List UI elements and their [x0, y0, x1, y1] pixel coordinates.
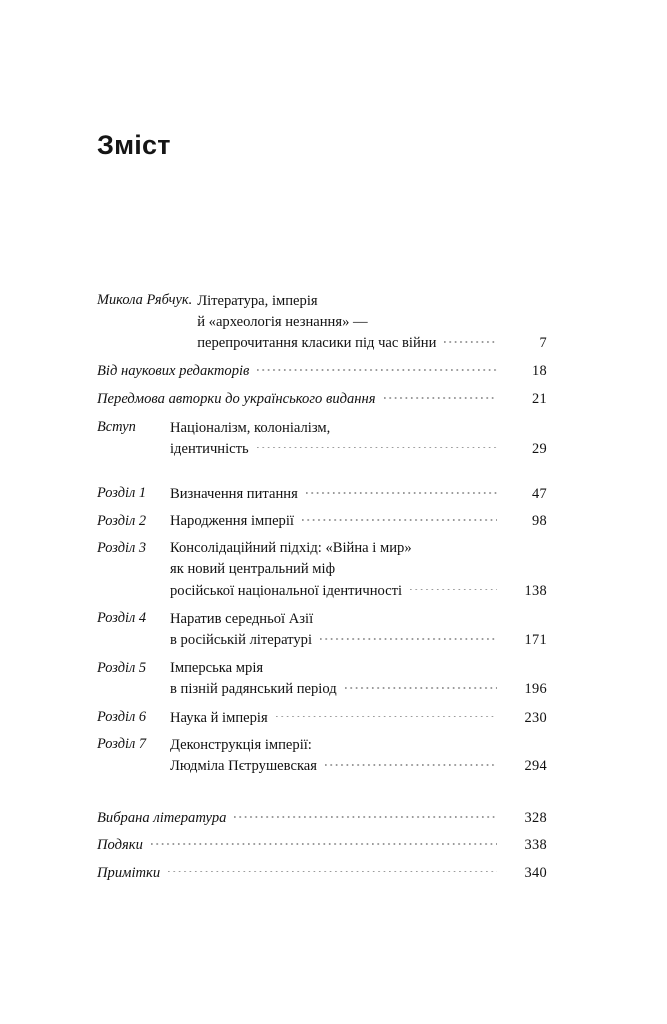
toc-page-number: 29: [532, 440, 547, 457]
toc-entry-line: [170, 483, 547, 504]
toc-entry-line: [170, 608, 547, 629]
toc-entry-body: [170, 734, 547, 776]
toc-entry-label: Розділ 3: [97, 539, 147, 556]
toc-page-number: 294: [524, 757, 547, 774]
toc-entry[interactable]: [97, 608, 547, 650]
toc-entry-title-line: в російській літературі: [170, 632, 312, 649]
toc-entry-line: [97, 389, 547, 410]
toc-entry-label: Розділ 4: [97, 610, 147, 627]
toc-entry-body: [170, 483, 547, 504]
toc-entry-title-line: Націоналізм, колоніалізм,: [170, 419, 331, 436]
toc-entry-title-line: Передмова авторки до українського видання: [97, 391, 376, 408]
toc-entry-line: [170, 511, 547, 532]
dot-leader: [410, 580, 497, 595]
toc-entry-line: [170, 580, 547, 601]
toc-page-number: 328: [524, 810, 547, 827]
toc-entry-body: [97, 808, 547, 829]
toc-entry-line: [170, 559, 547, 580]
toc-entry-title-line: Деконструкція імперії:: [170, 736, 312, 753]
toc-page-number: 338: [524, 837, 547, 854]
toc-entry-label: Розділ 1: [97, 485, 147, 502]
toc-entry-body: [97, 361, 547, 382]
toc-entry[interactable]: [97, 290, 547, 354]
toc-entry[interactable]: [97, 511, 547, 532]
toc-entry-title-line: й «археологія незнання» —: [197, 313, 368, 330]
dot-leader: [257, 361, 497, 376]
toc-entry-line: [197, 311, 547, 332]
toc-entry[interactable]: [97, 808, 547, 829]
toc-entry[interactable]: [97, 538, 547, 602]
toc-entry-body: [170, 658, 547, 700]
toc-entry-line: [170, 538, 547, 559]
toc-group-front-matter: [97, 290, 547, 459]
toc-entry-line: [170, 629, 547, 650]
toc-page-number: 171: [524, 632, 547, 649]
toc-page-number: 7: [539, 334, 547, 351]
toc-entry-title-line: як новий центральний міф: [170, 561, 336, 578]
toc-page-number: 98: [532, 513, 547, 530]
toc-entry[interactable]: [97, 361, 547, 382]
toc-entry-line: [170, 417, 547, 438]
toc-entry[interactable]: [97, 862, 547, 883]
toc-entry-title-line: Імперська мрія: [170, 660, 264, 677]
dot-leader: [444, 332, 497, 347]
toc-entry-title-line: Вибрана література: [97, 810, 227, 827]
toc-entry-line: [197, 332, 547, 353]
dot-leader: [234, 808, 497, 823]
toc-entry-line: [170, 707, 547, 728]
toc-entry-line: [97, 862, 547, 883]
toc-group-chapters: [97, 483, 547, 776]
toc-entry-title-line: Людміла Пєтрушевская: [170, 757, 317, 774]
toc-page-number: 47: [532, 485, 547, 502]
toc-entry-body: [170, 538, 547, 602]
toc-entry-title-line: Подяки: [97, 837, 143, 854]
toc-entry-title-line: Література, імперія: [197, 292, 318, 309]
toc-entry-label: Микола Рябчук.: [97, 292, 193, 308]
toc-entry-title-line: Примітки: [97, 864, 161, 881]
dot-leader: [320, 629, 497, 644]
dot-leader: [325, 755, 497, 770]
toc-entry-body: [97, 862, 547, 883]
dot-leader: [151, 835, 497, 850]
dot-leader: [384, 389, 497, 404]
toc-entry-body: [170, 707, 547, 728]
toc-group-back-matter: [97, 808, 547, 884]
toc-entry-line: [170, 755, 547, 776]
toc-entry-title-line: перепрочитання класики під час війни: [197, 334, 437, 351]
toc-page-number: 340: [524, 864, 547, 881]
toc-entry-label: Розділ 5: [97, 659, 147, 676]
toc-entry-label: Розділ 7: [97, 736, 147, 753]
toc-entry[interactable]: [97, 483, 547, 504]
toc-entry-body: [170, 608, 547, 650]
toc-entry-title-line: Від наукових редакторів: [97, 363, 250, 380]
table-of-contents: [97, 290, 547, 889]
dot-leader: [276, 707, 497, 722]
toc-entry-line: [97, 835, 547, 856]
toc-entry-line: [170, 438, 547, 459]
toc-entry[interactable]: [97, 658, 547, 700]
toc-page-number: 196: [524, 681, 547, 698]
dot-leader: [168, 862, 497, 877]
toc-entry[interactable]: [97, 835, 547, 856]
toc-entry-title-line: Консолідаційний підхід: «Війна і мир»: [170, 540, 412, 557]
toc-entry-label: Розділ 2: [97, 512, 147, 529]
toc-entry-body: [97, 389, 547, 410]
dot-leader: [345, 679, 497, 694]
dot-leader: [306, 483, 497, 498]
toc-entry-line: [170, 679, 547, 700]
toc-entry-line: [197, 290, 547, 311]
toc-entry-title-line: Народження імперії: [170, 513, 294, 530]
toc-page-number: 18: [532, 363, 547, 380]
toc-entry-title-line: ідентичність: [170, 440, 249, 457]
toc-entry-title-line: Визначення питання: [170, 485, 298, 502]
toc-entry-title-line: Наратив середньої Азії: [170, 610, 314, 627]
dot-leader: [302, 511, 497, 526]
toc-entry[interactable]: [97, 389, 547, 410]
toc-entry[interactable]: [97, 417, 547, 459]
toc-entry-body: [170, 511, 547, 532]
toc-page-number: 138: [524, 582, 547, 599]
toc-page-number: 230: [524, 709, 547, 726]
toc-entry-title-line: в пізній радянський період: [170, 681, 337, 698]
toc-entry-title-line: Наука й імперія: [170, 709, 268, 726]
toc-page-number: 21: [532, 391, 547, 408]
page-title: Зміст: [97, 130, 171, 160]
toc-entry[interactable]: [97, 734, 547, 776]
toc-entry-body: [170, 417, 547, 459]
dot-leader: [257, 438, 497, 453]
toc-entry-line: [97, 808, 547, 829]
toc-entry-line: [170, 734, 547, 755]
toc-entry-body: [97, 835, 547, 856]
toc-entry[interactable]: [97, 707, 547, 728]
toc-entry-line: [170, 658, 547, 679]
toc-entry-title-line: російської національної ідентичності: [170, 582, 403, 599]
toc-entry-label: Розділ 6: [97, 709, 147, 725]
toc-entry-line: [97, 361, 547, 382]
toc-entry-label: Вступ: [97, 418, 136, 435]
toc-entry-body: [197, 290, 547, 354]
